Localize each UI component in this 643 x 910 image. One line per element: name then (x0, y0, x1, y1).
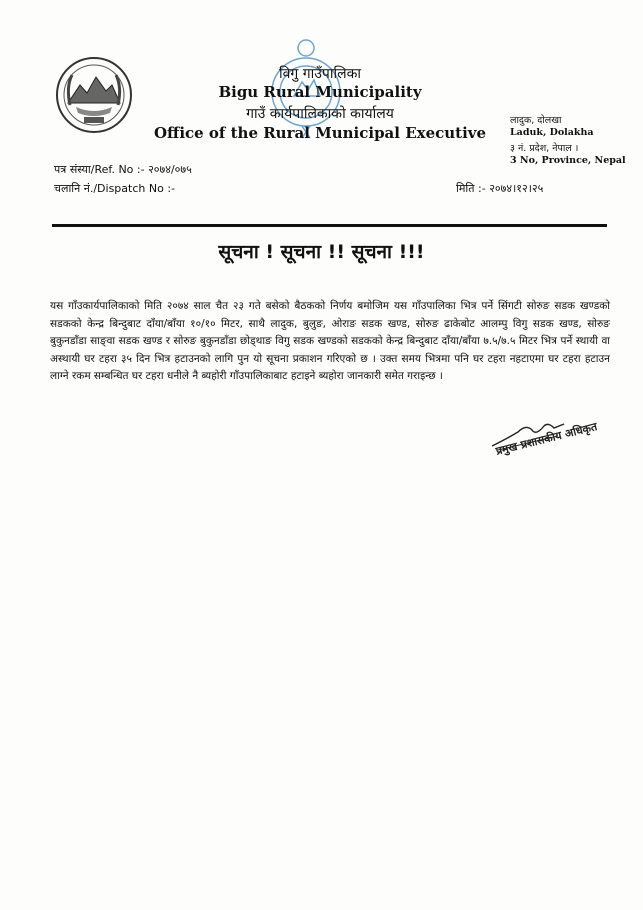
municipality-name-en: Bigu Rural Municipality (218, 83, 422, 101)
province-line-np: ३ नं. प्रदेश, नेपाल । (510, 143, 579, 154)
notice-title: सूचना ! सूचना !! सूचना !!! (218, 241, 425, 263)
letter-date: मिति :- २०७४।१२।२५ (456, 182, 544, 195)
reference-number: पत्र संस्या/Ref. No :- २०७४/०७५ (54, 163, 192, 176)
office-name-en: Office of the Rural Municipal Executive (153, 124, 487, 142)
notice-body: यस गाँउकार्यपालिकाको मिति २०७४ साल चैत २३ गते बसेको बैठकको निर्णय बमोजिम यस गाँउपालिका भित्र पर्ने सिंगटी सोरुङ सडक खण्डको सडकको केन्द्र बिन्दुबाट दाँया/बाँया १०/१० मिटर, साथै लादुक, बुलुङ, ओराङ सडक खण्ड, सोरुङ ढाकेबोट आलम्पु विगु सडक खण्ड, सोरुङ बुकुनडाँडा साङ्वा सडक खण्ड र सोरुङ बुकुनडाँडा छोड्थाङ विगु सडक खण्डको सडकको केन्द्र बिन्दुबाट दाँया/बाँया ७.५/७.५ मिटर भित्र पर्ने स्थायी वा अस्थायी घर टहरा ३५ दिन भित्र हटाउनको लागि पुन यो सूचना प्रकाशन गरिएको छ । उक्त समय भित्रमा पनि घर टहरा नहटाएमा घर टहरा हटाउन लाग्ने रकम सम्बन्धित घर टहरा धनीले नै ब्यहोरी गाँउपालिकाबाट हटाइने ब्यहोरा जानकारी समेत गराइन्छ । (50, 300, 610, 382)
municipality-name-np: विगु गाउँपालिका (279, 66, 361, 82)
header-divider (52, 224, 607, 227)
signatory-designation: प्रमुख प्रशासकीय अधिकृत (494, 420, 599, 458)
address-line-np: लादुक, दोलखा (510, 115, 562, 126)
nepal-emblem-icon (54, 55, 134, 135)
address-line-en: Laduk, Dolakha (510, 127, 594, 138)
province-line-en: 3 No, Province, Nepal (510, 155, 626, 166)
dispatch-number: चलानि नं./Dispatch No :- (54, 182, 175, 195)
office-name-np: गाउँ कार्यपालिकाको कार्यालय (246, 106, 394, 122)
